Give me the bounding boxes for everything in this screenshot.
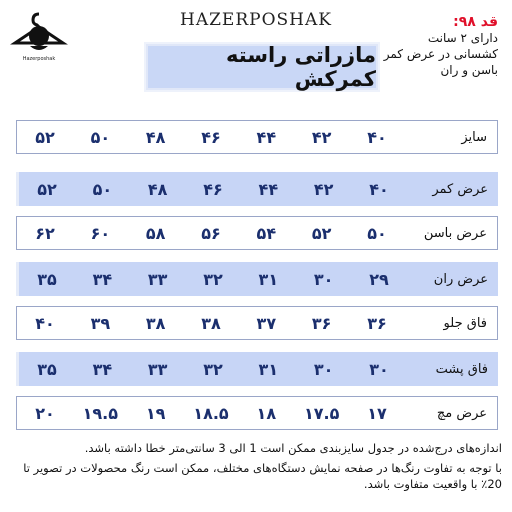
height-label: قد ۹۸: xyxy=(453,14,498,30)
table-cell: ۱۹.۵ xyxy=(82,403,119,423)
hanger-logo-icon xyxy=(8,6,70,56)
row-label: فاق جلو xyxy=(443,315,487,331)
logo-text: Hazerposhak xyxy=(22,56,56,62)
table-cell: ۴۶ xyxy=(203,179,223,199)
table-cell: ۳۱ xyxy=(258,269,279,289)
table-cell: ۳۶ xyxy=(367,313,387,333)
table-cell: ۴۴ xyxy=(258,179,279,199)
table-cell: ۵۲ xyxy=(35,127,55,147)
table-cell: ۴۰ xyxy=(35,313,55,333)
table-cell: ۴۸ xyxy=(147,179,168,199)
table-cell: ۴۸ xyxy=(145,127,166,147)
table-cell: ۱۷ xyxy=(367,403,387,423)
product-title: مازراتی راسته کمرکش xyxy=(146,44,378,90)
table-cell: ۳۰ xyxy=(313,359,334,379)
table-row xyxy=(16,306,498,340)
table-cell: ۳۷ xyxy=(256,313,277,333)
table-cell: ۱۷.۵ xyxy=(303,403,340,423)
table-cell: ۳۳ xyxy=(147,269,168,289)
table-cell: ۵۲ xyxy=(311,223,332,243)
stretch-note-3: باسن و ران xyxy=(440,63,498,77)
table-cell: ۳۳ xyxy=(147,359,168,379)
table-cell: ۳۰ xyxy=(313,269,334,289)
row-values xyxy=(17,397,407,429)
table-cell: ۳۲ xyxy=(203,359,223,379)
row-values xyxy=(19,352,409,386)
table-cell: ۳۱ xyxy=(258,359,279,379)
notes xyxy=(10,440,502,496)
row-values xyxy=(19,172,409,206)
table-cell: ۱۸ xyxy=(256,403,277,423)
table-cell: ۳۵ xyxy=(37,269,57,289)
table-cell: ۲۹ xyxy=(369,269,389,289)
table-cell: ۶۰ xyxy=(90,223,111,243)
row-label: عرض کمر xyxy=(432,181,488,197)
row-values xyxy=(19,262,409,296)
row-label: سایز xyxy=(461,129,487,145)
note-tolerance: اندازه‌های درج‌شده در جدول سایزبندی ممکن است 1 الی 3 سانتی‌متر خطا داشته باشد. xyxy=(84,441,502,455)
table-cell: ۱۸.۵ xyxy=(193,403,229,423)
table-cell: ۱۹ xyxy=(145,403,166,423)
table-cell: ۳۸ xyxy=(145,313,166,333)
table-cell: ۴۲ xyxy=(311,127,332,147)
table-row xyxy=(16,396,498,430)
row-label: عرض ران xyxy=(433,271,488,287)
table-cell: ۴۰ xyxy=(369,179,389,199)
table-cell: ۴۰ xyxy=(367,127,387,147)
table-cell: ۳۴ xyxy=(92,269,113,289)
table-cell: ۳۶ xyxy=(311,313,332,333)
stretch-note-1: دارای ۲ سانت xyxy=(427,31,498,45)
row-values xyxy=(17,217,407,249)
stretch-note-2: کشسانی در عرض کمر xyxy=(383,47,498,61)
table-cell: ۵۶ xyxy=(201,223,221,243)
brand-logo xyxy=(8,6,70,68)
table-cell: ۲۰ xyxy=(35,403,55,423)
row-values xyxy=(17,307,407,339)
table-cell: ۵۴ xyxy=(256,223,277,243)
table-cell: ۳۴ xyxy=(92,359,113,379)
table-cell: ۳۸ xyxy=(201,313,221,333)
table-cell: ۵۰ xyxy=(90,127,111,147)
table-row xyxy=(16,172,498,206)
table-cell: ۳۹ xyxy=(90,313,111,333)
table-cell: ۵۰ xyxy=(92,179,113,199)
table-row xyxy=(16,352,498,386)
table-cell: ۳۲ xyxy=(203,269,223,289)
table-cell: ۶۲ xyxy=(35,223,55,243)
table-cell: ۵۲ xyxy=(37,179,57,199)
table-row xyxy=(16,262,498,296)
row-values xyxy=(17,121,407,153)
note-color: با توجه به تفاوت رنگ‌ها در صفحه نمایش دستگاه‌های مختلف، ممکن است رنگ محصولات در تصویر تا 20٪ با واقعیت متفاوت باشد. xyxy=(23,461,502,491)
table-cell: ۵۸ xyxy=(145,223,166,243)
table-row xyxy=(16,216,498,250)
row-label: عرض باسن xyxy=(423,225,487,241)
table-cell: ۴۲ xyxy=(313,179,334,199)
table-row xyxy=(16,120,498,154)
table-cell: ۳۰ xyxy=(369,359,389,379)
table-cell: ۴۴ xyxy=(256,127,277,147)
product-info xyxy=(370,14,498,78)
table-cell: ۳۵ xyxy=(37,359,57,379)
row-label: عرض مچ xyxy=(436,405,487,421)
table-cell: ۵۰ xyxy=(367,223,387,243)
row-label: فاق پشت xyxy=(435,361,488,377)
brand-name: HAZERPOSHAK xyxy=(180,10,332,30)
table-cell: ۴۶ xyxy=(201,127,221,147)
